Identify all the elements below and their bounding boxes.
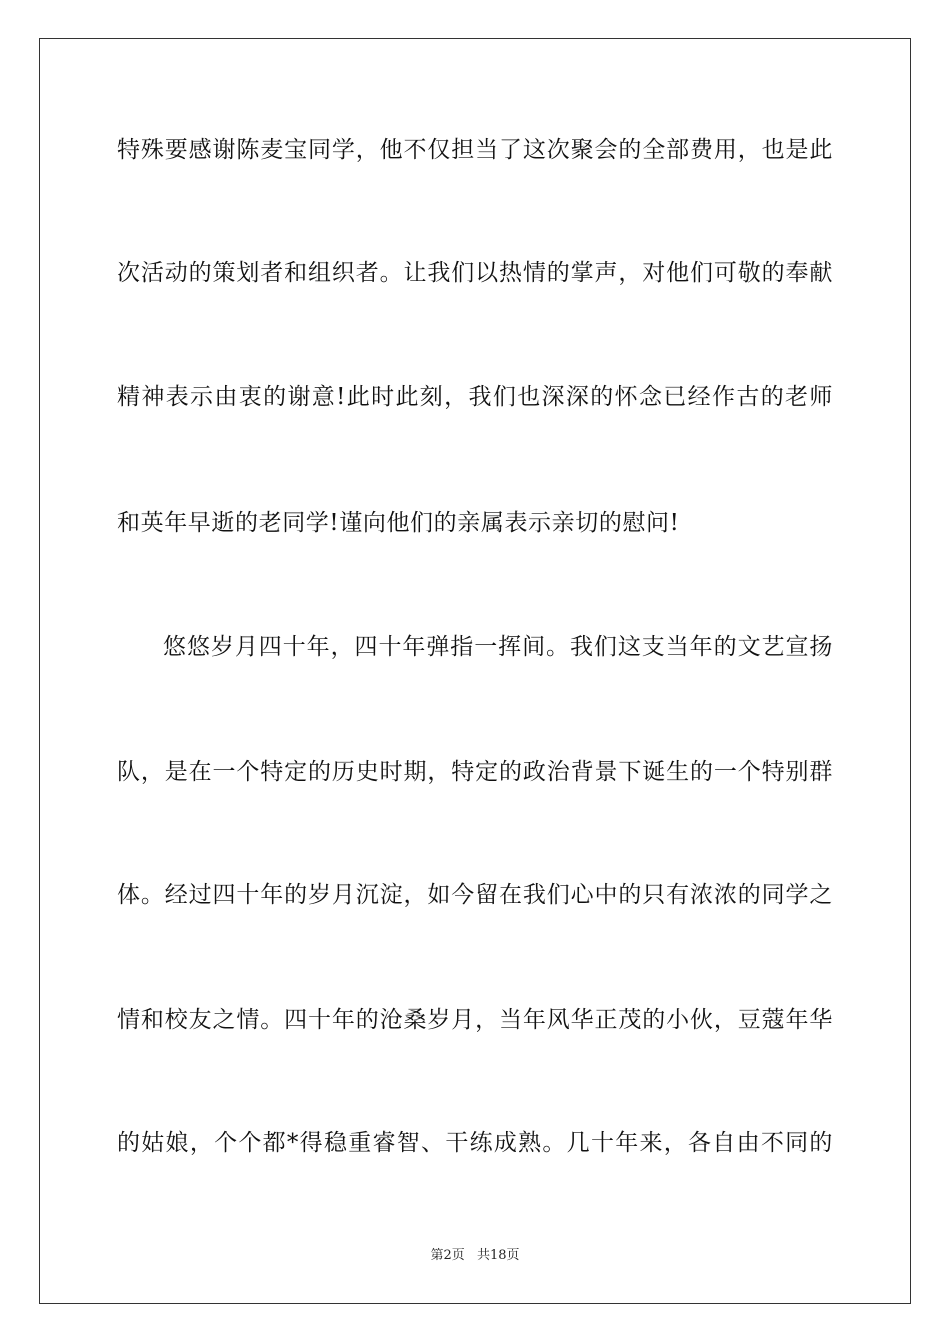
text-line: 特殊要感谢陈麦宝同学，他不仅担当了这次聚会的全部费用，也是此	[117, 137, 833, 163]
text-line: 情和校友之情。四十年的沧桑岁月，当年风华正茂的小伙，豆蔻年华	[117, 1007, 833, 1033]
text-line: 次活动的策划者和组织者。让我们以热情的掌声，对他们可敬的奉献	[117, 260, 833, 286]
page-footer	[0, 1247, 950, 1265]
text-line: 的姑娘，个个都*得稳重睿智、干练成熟。几十年来，各自由不同的	[117, 1130, 833, 1156]
text-line: 和英年早逝的老同学!谨向他们的亲属表示亲切的慰问!	[117, 510, 680, 536]
text-line: 体。经过四十年的岁月沉淀，如今留在我们心中的只有浓浓的同学之	[117, 882, 833, 908]
page-border	[39, 38, 911, 1304]
page-total: 共18页	[476, 1248, 520, 1263]
paragraph-first-line: 悠悠岁月四十年，四十年弹指一挥间。我们这支当年的文艺宣扬	[163, 634, 833, 660]
text-line: 精神表示由衷的谢意!此时此刻，我们也深深的怀念已经作古的老师	[117, 384, 833, 410]
page-number: 第2页	[430, 1248, 465, 1263]
text-line: 队，是在一个特定的历史时期，特定的政治背景下诞生的一个特别群	[117, 759, 833, 785]
